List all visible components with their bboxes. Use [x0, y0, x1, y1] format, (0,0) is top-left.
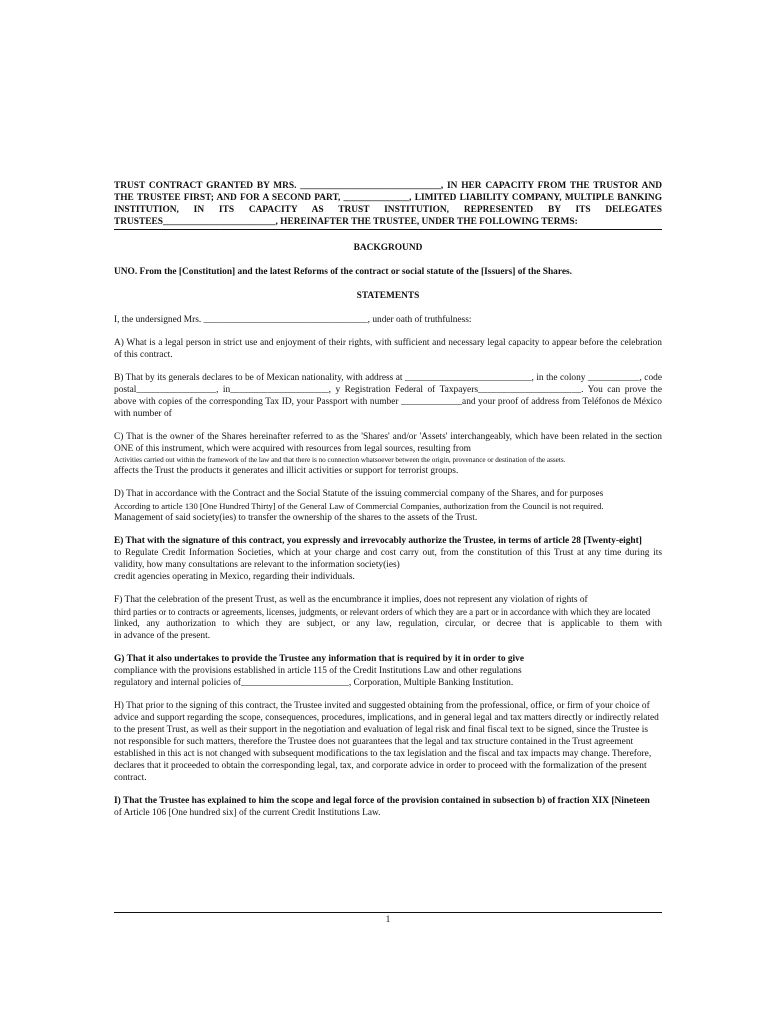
- statement-f-line1: F) That the celebration of the present Trust, as well as the encumbrance it implies, does not represent any violation of rights of: [114, 595, 588, 605]
- statement-f-line2: third parties or to contracts or agreements, licenses, judgments, or relevant orders of which they are a part or in accordance with which they are located: [114, 607, 651, 617]
- statement-intro: I, the undersigned Mrs. ___________________________________, under oath of truthfulness:: [114, 315, 472, 325]
- statement-h: H) That prior to the signing of this contract, the Trustee invited and suggested obtaining from the professional, office, or firm of your choice of advice and support regarding the scope, consequences, procedures, implications, and in general legal and tax matters directly or indirectly related to the present Trust, as well as their support in the negotiation and evaluation of legal risk and final fiscal text to be signed, since the Trustee is not responsible for such matters, therefore the Trustee does not guarantees that the legal and tax structure contained in the Trust agreement established in this act is not changed with subsequent modifications to the tax legislation and the fiscal and tax impacts may change. Therefore, declares that it proceeded to obtain the corresponding legal, tax, and corporate advice in order to proceed with the formalization of the present contract.: [114, 701, 659, 783]
- statement-g: [114, 653, 662, 689]
- heading-background: BACKGROUND: [353, 243, 423, 253]
- statement-c-line1: C) That is the owner of the Shares hereinafter referred to as the 'Shares' and/or 'Assets' interchangeably, which have been related in the section ONE of this instrument, which were acquired with resources from legal sources, resulting from: [114, 432, 662, 454]
- statement-e-line1: E) That with the signature of this contract, you expressly and irrevocably authorize the Trustee, in terms of article 28 [Twenty-eight]: [114, 536, 642, 546]
- statement-d-line3: Management of said society(ies) to transfer the ownership of the shares to the assets of the Trust.: [114, 513, 478, 523]
- statement-e: [114, 535, 662, 583]
- statement-g-line3: regulatory and internal policies of_______________________, Corporation, Multiple Banking Institution.: [114, 678, 514, 688]
- statement-c-line2: Activities carried out within the framework of the law and that there is no connection whatsoever between the origin, provenance or destination of the assets.: [114, 456, 566, 464]
- document-page: [114, 180, 662, 830]
- statement-d-line1: D) That in accordance with the Contract and the Social Statute of the issuing commercial company of the Shares, and for purposes: [114, 489, 604, 499]
- statement-f-line3: linked, any authorization to which they are subject, or any law, regulation, circular, or decree that is applicable to them with: [114, 619, 662, 629]
- statement-i: [114, 795, 662, 819]
- heading-statements: STATEMENTS: [356, 291, 420, 301]
- statement-c-line3: affects the Trust the products it generates and illicit activities or support for terrorist groups.: [114, 466, 459, 476]
- statement-f: [114, 594, 662, 642]
- statement-d-line2: According to article 130 [One Hundred Thirty] of the General Law of Commercial Companies, authorization from the Council is not required.: [114, 501, 604, 511]
- statement-b: B) That by its generals declares to be of Mexican nationality, with address at ___________________________, in the colony ___________, code postal_________________, in_____________________, y Registration Federal of Taxpayers______________________. You can prove the above with copies of the corresponding Tax ID, your Passport with number _____________and your proof of address from Teléfonos de México with number of: [114, 373, 662, 419]
- page-number: 1: [385, 915, 391, 925]
- statement-i-line1: I) That the Trustee has explained to him the scope and legal force of the provision contained in subsection b) of fraction XIX [Nineteen: [114, 796, 650, 806]
- statement-g-line1: G) That it also undertakes to provide the Trustee any information that is required by it in order to give: [114, 654, 524, 664]
- statement-e-line3: credit agencies operating in Mexico, regarding their individuals.: [114, 572, 355, 582]
- statement-a: A) What is a legal person in strict use and enjoyment of their rights, with sufficient and necessary legal capacity to appear before the celebration of this contract.: [114, 338, 662, 360]
- contract-title: TRUST CONTRACT GRANTED BY MRS. ______________________________, IN HER CAPACITY FROM THE TRUSTOR AND THE TRUSTEE FIRST; AND FOR A SECOND PART, ______________, LIMITED LIABILITY COMPANY, MULTIPLE BANKING INSTITUTION, IN ITS CAPACITY AS TRUST INSTITUTION, REPRESENTED BY ITS DELEGATES TRUSTEES________________________, HEREINAFTER THE TRUSTEE, UNDER THE FOLLOWING TERMS:: [114, 180, 662, 230]
- statement-f-line4: in advance of the present.: [114, 631, 211, 641]
- statement-d: [114, 488, 662, 524]
- clause-uno: UNO. From the [Constitution] and the latest Reforms of the contract or social statute of the [Issuers] of the Shares.: [114, 267, 573, 277]
- footer-divider: [114, 912, 662, 913]
- statement-i-line2: of Article 106 [One hundred six] of the current Credit Institutions Law.: [114, 808, 381, 818]
- statement-g-line2: compliance with the provisions established in article 115 of the Credit Institutions Law and other regulations: [114, 666, 522, 676]
- statement-c: [114, 431, 662, 477]
- statement-e-line2: to Regulate Credit Information Societies, which at your charge and cost carry out, from the constitution of this Trust at any time during its validity, how many consultations are relevant to the information society(ies): [114, 548, 662, 570]
